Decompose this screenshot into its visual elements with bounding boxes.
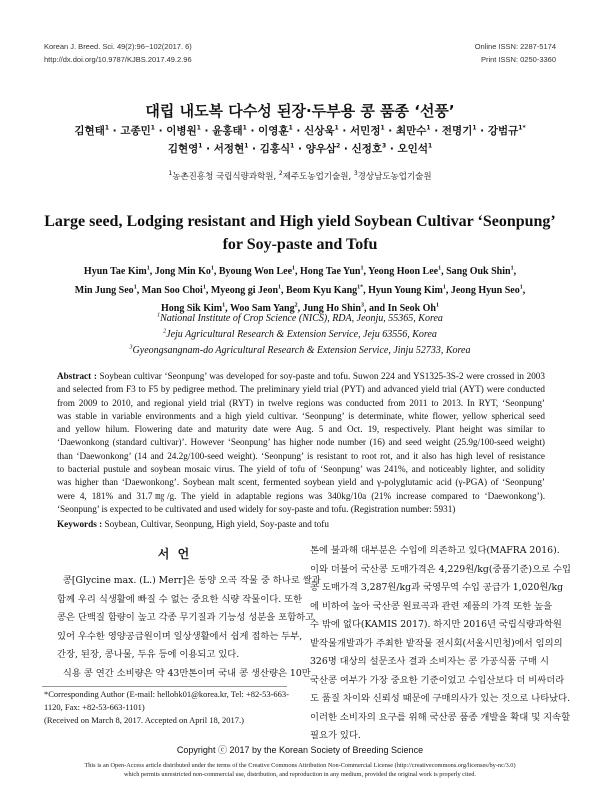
affiliation — [0, 343, 600, 359]
author-name: Sang Ouk Shin — [446, 266, 511, 277]
keywords-label: Keywords : — [57, 519, 105, 529]
abstract-line — [57, 397, 545, 410]
author-name: Jung Ho Shin — [302, 303, 361, 314]
abstract-line — [57, 436, 545, 449]
author-name: and In Seok Oh — [369, 303, 436, 314]
body-text-line: 밭작물개발과가 주최한 밭작물 전시회(서울시민청)에서 임의의 — [310, 637, 563, 649]
abstract-text: was stable in variable environments and a high yield cultivar. ‘Seonpung’ is determinate, white flower, yellow spherical seed — [57, 410, 545, 421]
issn-info — [475, 40, 556, 66]
author-name: 최만수 — [395, 125, 427, 137]
intro-right-column — [310, 542, 571, 746]
journal-citation: Korean J. Breed. Sci. 49(2):96~102(2017. 6) — [44, 42, 192, 51]
body-text-line: 도 품질 차이와 신뢰성 때문에 구매의사가 있는 것으로 나타났다. — [310, 693, 571, 704]
abstract-line — [57, 410, 545, 423]
body-text-line: 식용 콩 연간 소비량은 약 43만톤이며 국내 콩 생산량은 10만 — [57, 667, 311, 679]
intro-left-column — [57, 572, 321, 683]
copyright: Copyright ⓒ 2017 by the Korean Society of Breeding Science — [176, 745, 424, 755]
keywords — [57, 519, 329, 529]
author-line: Hyun Tae Kim$^1$, Jong Min Ko$^1$, Byoung Won Lee$^1$, Hong Tae Yun$^1$, Yeong Hoon Lee$^1$, Sang Ouk Shin$^1$, — [83, 265, 517, 277]
author-affiliation-mark: 1 — [244, 142, 249, 150]
author-affiliation-mark: 3 — [361, 302, 364, 309]
abstract-text: Soybean cultivar ‘Seonpung’ was developed for soy-paste and tofu. Suwon 224 and YS1325-3S-2 were crossed in 2003 — [99, 371, 545, 381]
author-affiliation-mark: 1 — [360, 265, 364, 272]
abstract-text: and selected from F3 to F5 by pedigree method. The preliminary yield trial (PYT) and advanced yield trial (AYT) were conducted — [57, 384, 545, 395]
journal-header — [44, 40, 192, 66]
korean-authors-line1: 김현태$^1$ · 고종민$^1$ · 이병원$^1$ · 윤홍태$^1$ · 이영훈$^1$ · 신상욱$^1$ · 서민정$^1$ · 최만수$^1$ · 전명기$^1$ · 강범규$^{1*}$ — [74, 124, 526, 137]
author-affiliation-mark: 1* — [357, 284, 364, 291]
affiliation — [0, 311, 600, 327]
author-line: Hong Sik Kim$^1$, Woo Sam Yang$^2$, Jung Ho Shin$^3$, and In Seok Oh$^1$ — [161, 302, 439, 314]
abstract-label: Abstract : — [57, 371, 100, 381]
author-affiliation-mark: 1 — [146, 265, 150, 272]
korean-authors-line2: 김현영$^1$ · 서정현$^1$ · 김홍식$^1$ · 양우삼$^2$ · 신정호$^3$ · 오인석$^1$ — [167, 142, 433, 155]
abstract-line — [57, 463, 545, 476]
author-name: 김현영 — [167, 143, 199, 155]
author-affiliation-mark: 1 — [426, 124, 431, 132]
print-issn: Print ISSN: 0250-3360 — [480, 55, 556, 64]
abstract-line — [57, 370, 545, 383]
affiliation — [0, 327, 600, 343]
author-name: 신정호 — [351, 143, 383, 155]
abstract-text: and yellow hilum. Flowering date and maturity date were Aug. 5 and Oct. 19, respectively. Plant height was similar to — [57, 424, 545, 435]
affiliation-number: 2 — [278, 170, 283, 178]
abstract-line — [57, 476, 545, 489]
body-text-line: 콩 도매가격 3,287원/kg과 국영무역 수입 공급가 1,020원/kg — [310, 582, 564, 593]
author-affiliation-mark: 1 — [150, 124, 155, 132]
author-affiliation-mark: 1 — [510, 265, 514, 272]
body-text-line: 국산콩 여부가 가장 중요한 기준이었고 수입산보다 더 비싸더라 — [310, 674, 565, 686]
author-affiliation-mark: 1 — [133, 284, 137, 291]
korean-title: 대립 내도복 다수성 된장·두부용 콩 품종 ‘선풍’ — [145, 102, 455, 120]
author-affiliation-mark: 1* — [518, 124, 526, 132]
section-heading-introduction: 서 언 — [157, 547, 190, 561]
body-text-line: 있어 우수한 영양공급원이며 일상생활에서 쉽게 접하는 두부, — [57, 630, 303, 642]
author-name: Beom Kyu Kang — [286, 284, 358, 296]
body-text-line: 콩은 단백질 함량이 높고 각종 무기질과 기능성 성분을 포함하고 — [57, 612, 315, 623]
author-affiliation-mark: 1 — [198, 142, 203, 150]
author-name: Myeong gi Jeon — [210, 284, 279, 296]
author-affiliation-mark: 1 — [288, 124, 293, 132]
author-name: 김홍식 — [259, 143, 291, 155]
abstract-text: was higher than ‘Daewonkong’. Soybean malt scent, fermented soybean yield and γ-polyglutamic acid (γ-PGA) of ‘Seonpung’ — [57, 477, 545, 488]
author-name: 강범규 — [487, 125, 519, 137]
author-name: Min Jung Seo — [74, 284, 134, 296]
author-name: Man Soo Choi — [141, 284, 203, 296]
author-affiliation-mark: 1 — [202, 284, 206, 291]
author-name: Hyun Tae Kim — [83, 266, 147, 277]
author-name: 신상욱 — [304, 125, 335, 137]
keywords-text: Soybean, Cultivar, Seonpung, High yield, Soy-paste and tofu — [104, 519, 329, 529]
corresponding-author: *Corresponding Author (E-mail: hellobk01@korea.kr, Tel: +82-53-663-1120, Fax: +82-53-663-1101) — [44, 689, 289, 712]
author-name: Jong Min Ko — [154, 266, 211, 277]
license-line: This is an Open-Access article distributed under the terms of the Creative Commons Attribution Non-Commercial License (http://creativecommons.org/licenses/by-nc/3.0) — [84, 762, 516, 769]
abstract-line — [57, 383, 545, 396]
author-name: 고종민 — [120, 125, 151, 137]
body-text-line: 함께 우리 식생활에 빠질 수 없는 중요한 식량 작물이다. 또한 — [57, 593, 303, 605]
author-name: Woo Sam Yang — [229, 303, 295, 314]
author-name: Hyun Young Kim — [368, 284, 443, 296]
doi-link[interactable]: http://dx.doi.org/10.9787/KJBS.2017.49.2.96 — [44, 55, 192, 64]
body-text-line: 이와 더불어 국산콩 도매가격은 4,229원/kg(중품기준)으로 수입 — [310, 563, 571, 575]
author-affiliation-mark: 1 — [210, 265, 214, 272]
author-affiliation-mark: 1 — [334, 124, 339, 132]
author-affiliation-mark: 1 — [290, 142, 295, 150]
author-name: Jeong Hyun Seo — [450, 284, 520, 296]
author-affiliation-mark: 1 — [519, 284, 523, 291]
author-name: 양우삼 — [305, 143, 337, 155]
author-name: Byoung Won Lee — [218, 266, 293, 277]
abstract-line — [57, 450, 545, 463]
affiliation-number: 2 — [163, 328, 167, 335]
abstract-text: ‘Seonpung’ is expected to be cultivated and used widely for soy-paste and tofu. (Registration number: 5931) — [57, 503, 456, 514]
body-text-line: 326명 대상의 설문조사 결과 소비자는 콩 가공식품 구매 시 — [310, 656, 549, 667]
author-name: 이영훈 — [258, 125, 289, 137]
abstract-text: were 4, 181% and 31.7㎎/g. The yield in adaptable regions was 340kg/10a (21% increase compared to ‘Daewonkong’). — [57, 490, 545, 501]
author-affiliation-mark: 1 — [292, 265, 296, 272]
author-affiliation-mark: 1 — [278, 284, 282, 291]
affiliation-name: National Institute of Crop Science (NICS), RDA, Jeonju, 55365, Korea — [160, 313, 443, 324]
author-line: Min Jung Seo$^1$, Man Soo Choi$^1$, Myeong gi Jeon$^1$, Beom Kyu Kang$^{1*}$, Hyun Young Kim$^1$, Jeong Hyun Seo$^1$, — [74, 284, 526, 296]
body-text-line: 이러한 소비자의 요구를 위해 국산콩 품종 개발을 확대 및 지속할 — [310, 711, 571, 723]
affiliation-name: 농촌진흥청 국립식량과학원 — [172, 172, 274, 182]
license-text — [0, 762, 600, 779]
affiliation-number: 1 — [157, 312, 161, 319]
affiliation-name: Gyeongsangnam-do Agricultural Research & Extension Service, Jinju 52733, Korea — [132, 345, 471, 356]
abstract-line — [57, 503, 545, 516]
korean-affiliations: $^1$농촌진흥청 국립식량과학원, $^2$제주도농업기술원, $^3$경상남도농업기술원 — [168, 170, 432, 182]
author-affiliation-mark: 2 — [294, 302, 298, 309]
author-name: Hong Tae Yun — [300, 266, 361, 277]
abstract-text: to bacterial pustule and soybean mosaic virus. The yield of tofu of ‘Seonpung’ was 241%, and noticeably lighter, and solidity — [57, 464, 545, 475]
author-affiliation-mark: 1 — [242, 124, 247, 132]
author-affiliation-mark: 1 — [438, 265, 442, 272]
author-affiliation-mark: 1 — [104, 124, 110, 132]
body-text-line: 에 비하여 높아 국산콩 원료곡과 관련 제품의 가격 또한 높을 — [310, 600, 553, 612]
footnote-divider — [42, 686, 287, 687]
body-text-line: 간장, 된장, 콩나물, 두유 등에 이용되고 있다. — [57, 649, 240, 660]
author-affiliation-mark: 1 — [427, 142, 433, 150]
body-text-line: 콩[Glycine max. (L.) Merr]은 동양 오곡 작물 중 하나로 쌀과 — [57, 575, 321, 586]
affiliation-name: 제주도농업기술원 — [282, 172, 349, 182]
body-text-line: 필요가 있다. — [310, 730, 361, 741]
affiliation-name: Jeju Agricultural Research & Extension Service, Jeju 63556, Korea — [166, 329, 437, 340]
abstract-text: from 2009 to 2010, and regional yield trial (RYT) in twelve regions was conducted from 2011 to 2013. In RYT, ‘Seonpung’ — [57, 397, 545, 408]
english-title-line: Large seed, Lodging resistant and High yield Soybean Cultivar ‘Seonpung’ — [44, 213, 556, 230]
body-text-line: 톤에 불과해 대부분은 수입에 의존하고 있다(MAFRA 2016). — [310, 545, 560, 556]
english-affiliations — [0, 311, 600, 359]
abstract-line — [57, 423, 545, 436]
abstract-text: than ‘Daewonkong’ (14 and 24.2g/100-seed weight). ‘Seonpung’ is resistant to root rot, and it also has high level of resistance — [57, 450, 545, 461]
author-name: Hong Sik Kim — [161, 303, 223, 314]
author-name: 김현태 — [74, 125, 105, 137]
author-name: 서민정 — [350, 125, 381, 137]
author-affiliation-mark: 1 — [380, 124, 385, 132]
author-name: 서정현 — [213, 143, 245, 155]
author-affiliation-mark: 1 — [472, 124, 477, 132]
abstract-line — [57, 490, 545, 503]
author-name: 윤홍태 — [212, 125, 243, 137]
body-text-line: 수 밖에 없다(KAMIS 2017). 하지만 2016년 국립식량과학원 — [310, 619, 562, 630]
affiliation-number: 3 — [129, 344, 133, 351]
author-name: 이병원 — [166, 125, 197, 137]
received-dates: (Received on March 8, 2017. Accepted on April 18, 2017.) — [44, 715, 244, 725]
affiliation-number: 3 — [353, 170, 358, 178]
affiliation-number: 1 — [168, 170, 173, 178]
author-affiliation-mark: 1 — [442, 284, 446, 291]
abstract — [57, 370, 545, 516]
author-affiliation-mark: 1 — [435, 302, 439, 309]
author-affiliation-mark: 2 — [336, 142, 341, 150]
author-affiliation-mark: 1 — [196, 124, 201, 132]
author-name: 오인석 — [397, 143, 428, 155]
author-name: 전명기 — [441, 125, 473, 137]
author-name: Yeong Hoon Lee — [368, 266, 439, 277]
author-affiliation-mark: 3 — [382, 142, 387, 150]
abstract-text: ‘Daewonkong (standard cultivar)’. However ‘Seonpung’ has higher node number (16) and seed weight (25.9g/100-seed weight) — [57, 437, 545, 448]
license-line: which permits unrestricted non-commercial use, distribution, and reproduction in any medium, provided the original work is properly cited. — [123, 770, 476, 778]
english-title — [0, 210, 600, 256]
online-issn: Online ISSN: 2287-5174 — [474, 42, 556, 51]
english-title-line: for Soy-paste and Tofu — [222, 236, 378, 253]
affiliation-name: 경상남도농업기술원 — [357, 172, 432, 182]
author-affiliation-mark: 1 — [222, 302, 226, 309]
